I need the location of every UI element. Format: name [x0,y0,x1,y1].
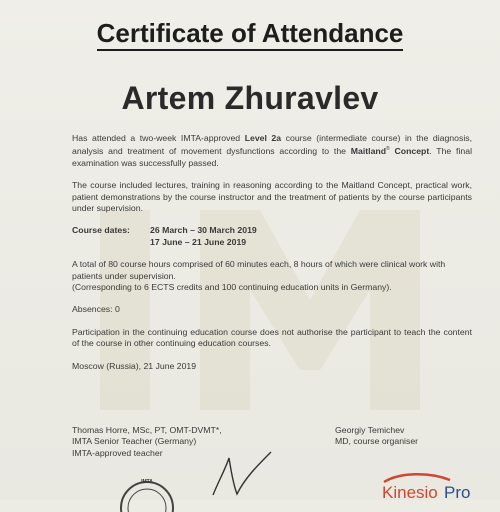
place-and-date: Moscow (Russia), 21 June 2019 [72,360,197,371]
signatory-right: Georgiy Temichev MD, course organiser [335,425,419,447]
signatory-left: Thomas Horre, MSc, PT, OMT-DVMT*, IMTA Senior Teacher (Germany) IMTA-approved teacher [72,425,222,458]
absences: Absences: 0 [72,304,120,315]
course-dates-values: 26 March – 30 March 2019 17 June – 21 June 2019 [150,225,257,247]
handwritten-signature [205,440,285,500]
disclaimer-paragraph: Participation in the continuing education course does not authorise the participant to teach the content of the course in other continuing education courses. [72,326,472,349]
svg-text:Kinesio: Kinesio [382,483,438,500]
kinesiopro-logo [380,472,500,500]
certificate-title-text: Certificate of Attendance [97,18,404,51]
course-dates [72,225,472,248]
course-hours-paragraph: A total of 80 course hours comprised of 60 minutes each, 8 hours of which were clinical work with patients under supervision. (Corresponding to 6 ECTS credits and 100 continuing education units in Germany). [72,259,446,292]
course-content-paragraph: The course included lectures, training in reasoning according to the Maitland Concept, practical work, patient demonstrations by the course instructor and the treatment of patients by the course participants under supervision. [72,180,472,213]
svg-text:Pro: Pro [444,483,471,500]
certificate-title [0,18,500,49]
attendance-paragraph: Has attended a two-week IMTA-approved Level 2a course (intermediate course) in the diagnosis, analysis and treatment of movement dysfunctions according to the Maitland® Concept. The final examination was successfully passed. [72,133,473,168]
certificate-body [72,133,472,383]
recipient-name: Artem Zhuravlev [121,80,379,116]
seal-text: IMTA [141,479,153,485]
course-dates-label: Course dates: [72,225,130,236]
imta-seal [112,472,182,512]
